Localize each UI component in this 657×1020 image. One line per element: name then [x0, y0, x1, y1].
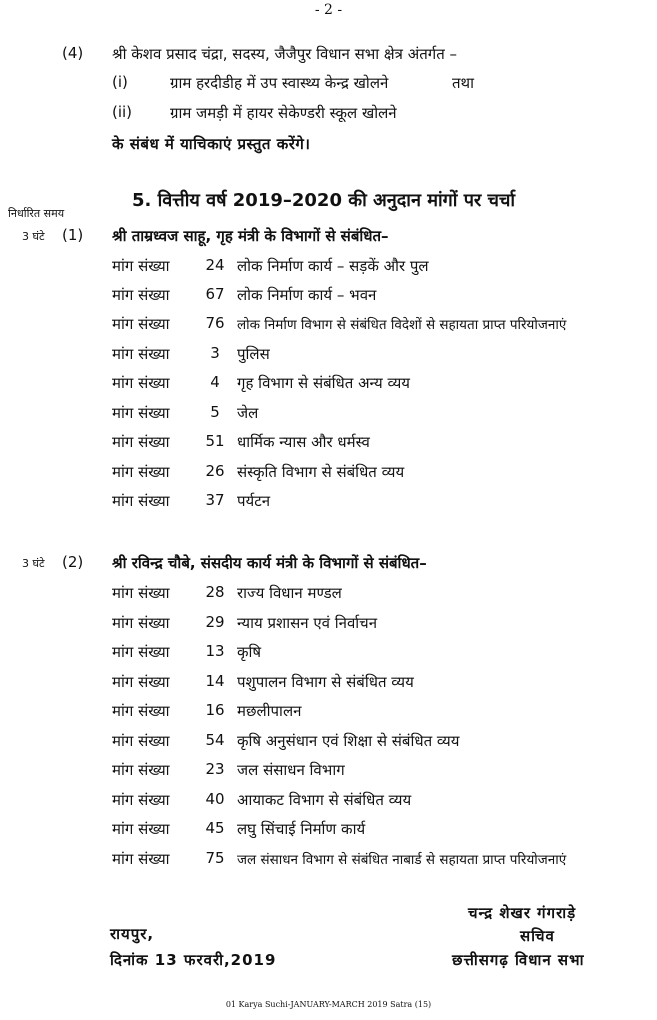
demand-label: मांग संख्या [112, 315, 170, 333]
group-number: (2) [62, 553, 84, 571]
demand-label: मांग संख्या [112, 404, 170, 422]
demand-label: मांग संख्या [112, 345, 170, 363]
demand-number: 13 [205, 642, 225, 660]
demand-label: मांग संख्या [112, 732, 170, 750]
petition-item-marker: (ii) [112, 103, 133, 121]
minister-heading: श्री रविन्द्र चौबे, संसदीय कार्य मंत्री के विभागों से संबंधित– [112, 554, 427, 572]
demand-label: मांग संख्या [112, 286, 170, 304]
petition-intro: श्री केशव प्रसाद चंद्रा, सदस्य, जैजैपुर विधान सभा क्षेत्र अंतर्गत – [112, 45, 458, 63]
demand-desc: गृह विभाग से संबंधित अन्य व्यय [237, 374, 410, 392]
demand-label: मांग संख्या [112, 761, 170, 779]
group-number: (1) [62, 226, 84, 244]
petition-item-suffix: तथा [452, 74, 475, 92]
demand-desc: लोक निर्माण कार्य – सड़कें और पुल [237, 257, 429, 275]
demand-label: मांग संख्या [112, 433, 170, 451]
signatory-designation: सचिव [520, 927, 555, 945]
demand-desc: कृषि अनुसंधान एवं शिक्षा से संबंधित व्यय [237, 732, 460, 750]
petition-number: (4) [62, 44, 84, 62]
signatory-name: चन्द्र शेखर गंगराड़े [468, 904, 577, 922]
demand-number: 28 [205, 583, 225, 601]
demand-number: 24 [205, 256, 225, 274]
demand-label: मांग संख्या [112, 702, 170, 720]
demand-label: मांग संख्या [112, 673, 170, 691]
demand-desc: आयाकट विभाग से संबंधित व्यय [237, 791, 412, 809]
demand-number: 40 [205, 790, 225, 808]
demand-label: मांग संख्या [112, 584, 170, 602]
demand-desc: जेल [237, 404, 259, 422]
demand-number: 4 [210, 373, 220, 391]
date: दिनांक 13 फरवरी,2019 [110, 951, 277, 969]
demand-desc: पशुपालन विभाग से संबंधित व्यय [237, 673, 414, 691]
footer: 01 Karya Suchi-JANUARY-MARCH 2019 Satra (15) [225, 1000, 432, 1009]
demand-label: मांग संख्या [112, 643, 170, 661]
demand-label: मांग संख्या [112, 850, 170, 868]
demand-number: 16 [205, 701, 225, 719]
signatory-office: छत्तीसगढ़ विधान सभा [452, 951, 585, 969]
petition-item-text: ग्राम हरदीडीह में उप स्वास्थ्य केन्द्र खोलने [170, 74, 389, 92]
demand-number: 5 [210, 403, 220, 421]
petition-item-text: ग्राम जमड़ी में हायर सेकेण्डरी स्कूल खोलने [170, 104, 397, 122]
demand-label: मांग संख्या [112, 820, 170, 838]
allotted-time-label: निर्धारित समय [8, 207, 65, 220]
demand-desc: जल संसाधन विभाग से संबंधित नाबार्ड से सहायता प्राप्त परियोजनाएं [237, 852, 567, 868]
group-time: 3 घंटे [22, 230, 45, 243]
demand-desc: लघु सिंचाई निर्माण कार्य [237, 820, 366, 838]
demand-desc: न्याय प्रशासन एवं निर्वाचन [237, 614, 378, 632]
demand-number: 67 [205, 285, 225, 303]
demand-number: 51 [205, 432, 225, 450]
group-time: 3 घंटे [22, 557, 45, 570]
petition-closing: के संबंध में याचिकाएं प्रस्तुत करेंगे। [112, 135, 311, 153]
demand-label: मांग संख्या [112, 463, 170, 481]
demand-desc: पर्यटन [237, 492, 271, 510]
demand-desc: लोक निर्माण कार्य – भवन [237, 286, 377, 304]
demand-desc: राज्य विधान मण्डल [237, 584, 342, 602]
demand-desc: जल संसाधन विभाग [237, 761, 345, 779]
demand-desc: संस्कृति विभाग से संबंधित व्यय [237, 463, 405, 481]
demand-label: मांग संख्या [112, 492, 170, 510]
demand-number: 37 [205, 491, 225, 509]
demand-desc: धार्मिक न्यास और धर्मस्व [237, 433, 370, 451]
demand-number: 45 [205, 819, 225, 837]
demand-number: 23 [205, 760, 225, 778]
demand-label: मांग संख्या [112, 257, 170, 275]
section-title: 5. वित्तीय वर्ष 2019–2020 की अनुदान मांगों पर चर्चा [132, 190, 516, 211]
minister-heading: श्री ताम्रध्वज साहू, गृह मंत्री के विभागों से संबंधित– [112, 227, 389, 245]
demand-label: मांग संख्या [112, 791, 170, 809]
demand-number: 26 [205, 462, 225, 480]
demand-label: मांग संख्या [112, 614, 170, 632]
demand-desc: कृषि [237, 643, 262, 661]
demand-number: 75 [205, 849, 225, 867]
demand-number: 3 [210, 344, 220, 362]
demand-number: 54 [205, 731, 225, 749]
page-number: - 2 - [314, 2, 343, 18]
demand-number: 76 [205, 314, 225, 332]
demand-number: 29 [205, 613, 225, 631]
place: रायपुर, [110, 925, 155, 943]
demand-number: 14 [205, 672, 225, 690]
petition-item-marker: (i) [112, 73, 128, 91]
demand-desc: मछलीपालन [237, 702, 302, 720]
demand-label: मांग संख्या [112, 374, 170, 392]
demand-desc: लोक निर्माण विभाग से संबंधित विदेशों से सहायता प्राप्त परियोजनाएं [237, 317, 567, 333]
demand-desc: पुलिस [237, 345, 270, 363]
